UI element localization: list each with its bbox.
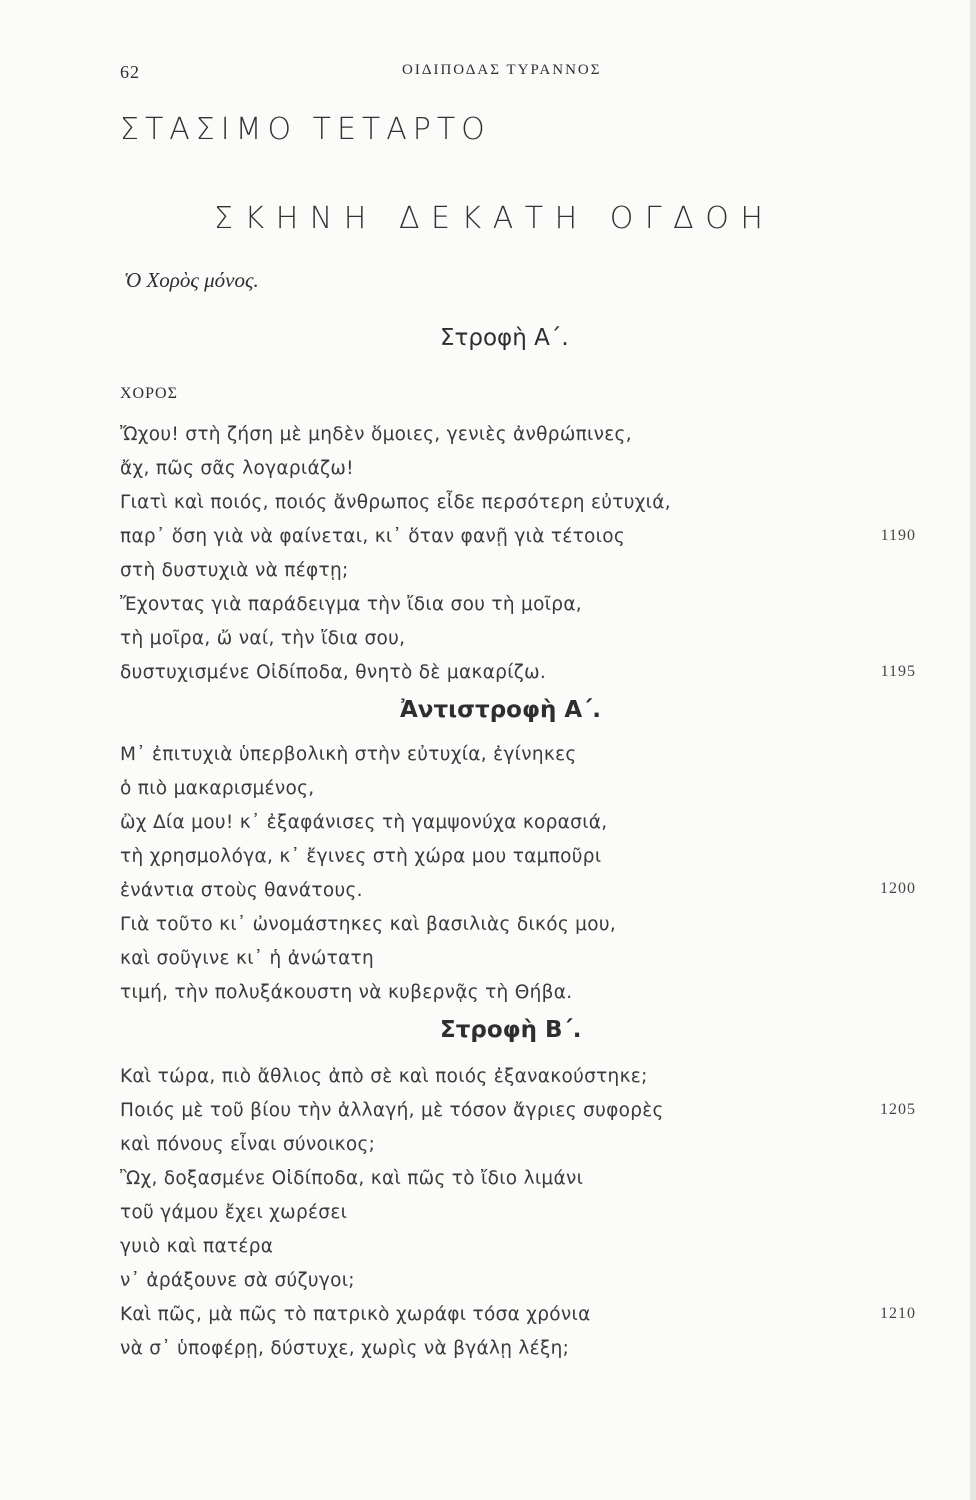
strophe-b-heading: Στροφὴ Β΄. — [440, 1017, 582, 1043]
verse-line: ἐνάντια στοὺς θανάτους. — [120, 880, 363, 901]
scene-title: Σ Κ Η Ν Η Δ Ε Κ Α Τ Η Ο Γ Δ Ο Η — [214, 201, 764, 236]
verse-line: καὶ σοῦγινε κι᾽ ἡ ἀνώτατη — [120, 948, 375, 969]
verse-line: ὢχ Δία μου! κ᾽ ἐξαφάνισες τὴ γαμψονύχα κορασιά, — [120, 812, 608, 833]
verse-line: γυιὸ καὶ πατέρα — [120, 1236, 274, 1257]
strophe-a-heading: Στροφὴ Α΄. — [440, 325, 569, 351]
verse-line: Ἔχοντας γιὰ παράδειγμα τὴν ἴδια σου τὴ μοῖρα, — [120, 594, 582, 615]
line-number: 1205 — [880, 1101, 916, 1118]
verse-line: τιμή, τὴν πολυξάκουστη νὰ κυβερνᾷς τὴ Θήβα. — [120, 982, 573, 1003]
line-number: 1200 — [880, 880, 916, 897]
verse-line: δυστυχισμένε Οἰδίποδα, θνητὸ δὲ μακαρίζω. — [120, 662, 547, 683]
line-number: 1195 — [880, 663, 916, 680]
section-title: ΣΤΑΣΙΜΟ ΤΕΤΑΡΤΟ — [120, 112, 491, 147]
verse-line: παρ᾽ ὅση γιὰ νὰ φαίνεται, κι᾽ ὅταν φανῇ γιὰ τέτοιος — [120, 526, 626, 547]
verse-line: Καὶ τώρα, πιὸ ἄθλιος ἀπὸ σὲ καὶ ποιός ἐξανακούστηκε; — [120, 1066, 648, 1087]
verse-line: τὴ χρησμολόγα, κ᾽ ἔγινες στὴ χώρα μου ταμποῦρι — [120, 846, 602, 867]
page-number: 62 — [120, 62, 140, 82]
verse-line: Καὶ πῶς, μὰ πῶς τὸ πατρικὸ χωράφι τόσα χρόνια — [120, 1304, 591, 1325]
verse-line: Ποιός μὲ τοῦ βίου τὴν ἀλλαγή, μὲ τόσον ἄγριες συφορὲς — [120, 1100, 664, 1121]
verse-line: Ὢχ, δοξασμένε Οἰδίποδα, καὶ πῶς τὸ ἴδιο λιμάνι — [120, 1168, 584, 1189]
running-title: ΟΙΔΙΠΟΔΑΣ ΤΥΡΑΝΝΟΣ — [402, 62, 602, 78]
verse-line: Μ᾽ ἐπιτυχιὰ ὑπερβολικὴ στὴν εὐτυχία, ἐγίνηκες — [120, 744, 577, 765]
stage-direction: Ὁ Χορὸς μόνος. — [124, 268, 259, 292]
verse-line: Ὤχου! στὴ ζήση μὲ μηδὲν ὅμοιες, γενιὲς ἀνθρώπινες, — [120, 424, 632, 445]
verse-line: ἄχ, πῶς σᾶς λογαριάζω! — [120, 458, 354, 479]
verse-line: νὰ σ᾽ ὑποφέρῃ, δύστυχε, χωρὶς νὰ βγάλῃ λέξη; — [120, 1338, 570, 1359]
verse-line: Γιὰ τοῦτο κι᾽ ὠνομάστηκες καὶ βασιλιὰς δικός μου, — [120, 914, 617, 935]
speaker-label: ΧΟΡΟΣ — [120, 385, 178, 402]
verse-line: ὁ πιὸ μακαρισμένος, — [120, 778, 315, 799]
verse-line: καὶ πόνους εἶναι σύνοικος; — [120, 1134, 376, 1155]
verse-line: τοῦ γάμου ἔχει χωρέσει — [120, 1202, 348, 1223]
antistrophe-a-heading: Ἀντιστροφὴ Α΄. — [400, 697, 602, 723]
verse-line: ν᾽ ἀράξουνε σὰ σύζυγοι; — [120, 1270, 355, 1291]
verse-line: στὴ δυστυχιὰ νὰ πέφτῃ; — [120, 560, 349, 581]
line-number: 1210 — [880, 1305, 916, 1322]
verse-line: τὴ μοῖρα, ὤ ναί, τὴν ἴδια σου, — [120, 628, 406, 649]
page-edge — [970, 0, 976, 1500]
verse-line: Γιατὶ καὶ ποιός, ποιός ἄνθρωπος εἶδε περσότερη εὐτυχιά, — [120, 492, 671, 513]
line-number: 1190 — [880, 527, 916, 544]
